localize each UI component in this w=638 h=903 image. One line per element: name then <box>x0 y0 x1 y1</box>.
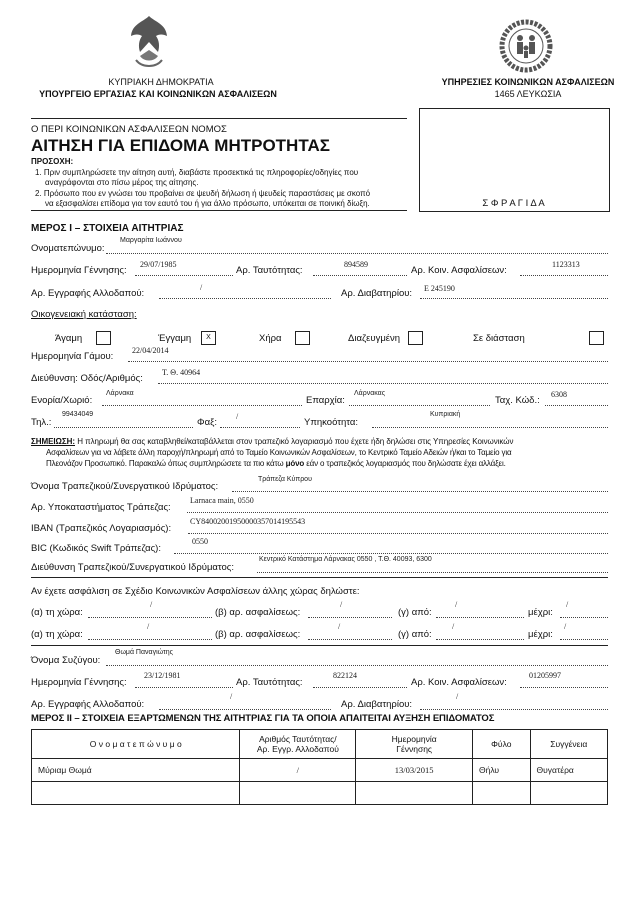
district-label: Επαρχία: <box>306 395 345 406</box>
col-header-id: Αριθμός Ταυτότητας/ Αρ. Εγγρ. Αλλοδαπού <box>240 730 356 759</box>
foreign-question: Αν έχετε ασφάλιση σε Σχέδιο Κοινωνικών Ασφαλίσεων άλλης χώρας δηλώστε: <box>31 586 360 597</box>
dependent-relation[interactable]: Θυγατέρα <box>530 759 607 782</box>
foreign-b-label-1: (β) αρ. ασφαλίσεως: <box>215 607 301 618</box>
table-row <box>32 759 608 782</box>
attention-item-2: 2. Πρόσωπο που εν γνώσει του προβαίνει σε ψευδή δήλωση ή ψευδείς παραστάσεις με σκοπό <box>35 189 371 198</box>
phone-label: Τηλ.: <box>31 417 52 428</box>
divorced-checkbox[interactable] <box>408 331 423 345</box>
attention-heading: ΠΡΟΣΟΧΗ: <box>31 157 74 166</box>
bank-address-value[interactable]: Κεντρικό Κατάστημα Λάρνακας 0550 , Τ.Θ. 40093, 6300 <box>259 556 432 563</box>
marital-option-single: Άγαμη <box>55 333 83 344</box>
dependent-id[interactable]: / <box>240 759 356 782</box>
attention-item-1-cont: αναγράφονται στο πίσω μέρος της αίτησης. <box>45 178 199 187</box>
name-value[interactable]: Μαργαρίτα Ιωάννου <box>120 237 182 244</box>
divider <box>31 577 608 578</box>
note-line-1: ΣΗΜΕΙΩΣΗ: Η πληρωμή θα σας καταβληθεί/καταβάλλεται στον τραπεζικό λογαριασμό που έχετε ήδη δηλώσει στις Υπηρεσίες Κοινωνικών <box>31 437 514 446</box>
table-header-row <box>32 730 608 759</box>
id-label: Αρ. Ταυτότητας: <box>236 265 303 276</box>
phone-value[interactable]: 99434049 <box>62 411 94 418</box>
district-value[interactable]: Λάρνακας <box>354 390 386 397</box>
dependent-dob[interactable]: 13/03/2015 <box>356 759 473 782</box>
foreign-until-label-1: μέχρι: <box>528 607 553 618</box>
spouse-ssn-label: Αρ. Κοιν. Ασφαλίσεων: <box>411 677 507 688</box>
col-header-name: Ο ν ο μ α τ ε π ώ ν υ μ ο <box>32 730 240 759</box>
spouse-passport-value[interactable]: / <box>456 692 459 701</box>
alien-value[interactable]: / <box>200 283 203 292</box>
cyprus-coat-of-arms-icon <box>126 12 172 70</box>
dependents-table <box>31 729 608 805</box>
foreign-c-label-2: (γ) από: <box>398 629 432 640</box>
bank-branch-value[interactable]: Larnaca main, 0550 <box>190 496 254 505</box>
ssn-label: Αρ. Κοιν. Ασφαλίσεων: <box>411 265 507 276</box>
foreign-a-label-2: (α) τη χώρα: <box>31 629 83 640</box>
foreign-c-label-1: (γ) από: <box>398 607 432 618</box>
divider <box>31 645 608 646</box>
bank-branch-label: Αρ. Υποκαταστήματος Τράπεζας: <box>31 502 171 513</box>
header-ministry: ΥΠΟΥΡΓΕΙΟ ΕΡΓΑΣΙΑΣ ΚΑΙ ΚΟΙΝΩΝΙΚΩΝ ΑΣΦΑΛΙΣΕΩΝ <box>39 89 277 99</box>
bank-name-value[interactable]: Τράπεζα Κύπρου <box>258 476 312 483</box>
nationality-label: Υπηκοότητα: <box>304 417 359 428</box>
postcode-label: Ταχ. Κώδ.: <box>495 395 540 406</box>
col-header-relation: Συγγένεια <box>530 730 607 759</box>
spouse-dob-value[interactable]: 23/12/1981 <box>144 671 181 680</box>
marital-option-divorced: Διαζευγμένη <box>348 333 401 344</box>
marital-option-married: Έγγαμη <box>158 333 192 344</box>
street-value[interactable]: Τ. Θ. 40964 <box>162 368 201 377</box>
spouse-ssn-value[interactable]: 01205997 <box>529 671 561 680</box>
marital-label: Οικογενειακή κατάσταση: <box>31 309 137 320</box>
alien-label: Αρ. Εγγραφής Αλλοδαπού: <box>31 288 145 299</box>
attention-item-2-cont: να εξασφαλίσει επίδομα για τον εαυτό του ή για άλλο πρόσωπο, υπόκειται σε ποινική δίωξη. <box>45 199 370 208</box>
law-line: Ο ΠΕΡΙ ΚΟΙΝΩΝΙΚΩΝ ΑΣΦΑΛΙΣΕΩΝ ΝΟΜΟΣ <box>31 124 227 135</box>
id-value[interactable]: 894589 <box>344 260 368 269</box>
single-checkbox[interactable] <box>96 331 111 345</box>
wedding-value[interactable]: 22/04/2014 <box>132 346 169 355</box>
dob-label: Ημερομηνία Γέννησης: <box>31 265 127 276</box>
iban-label: IBAN (Τραπεζικός Λογαριασμός): <box>31 523 172 534</box>
fax-value[interactable]: / <box>236 412 239 421</box>
foreign-b-label-2: (β) αρ. ασφαλίσεως: <box>215 629 301 640</box>
passport-label: Αρ. Διαβατηρίου: <box>341 288 413 299</box>
spouse-passport-label: Αρ. Διαβατηρίου: <box>341 699 413 710</box>
bank-name-label: Όνομα Τραπεζικού/Συνεργατικού Ιδρύματος: <box>31 481 219 492</box>
divider <box>31 118 407 119</box>
dependent-sex[interactable]: Θήλυ <box>473 759 530 782</box>
spouse-alien-value[interactable]: / <box>230 692 233 701</box>
fax-label: Φαξ: <box>197 417 217 428</box>
bic-label: BIC (Κωδικός Swift Τράπεζας): <box>31 543 161 554</box>
spouse-dob-label: Ημερομηνία Γέννησης: <box>31 677 127 688</box>
separated-checkbox[interactable] <box>589 331 604 345</box>
ssn-value[interactable]: 1123313 <box>552 260 580 269</box>
col-header-dob: Ημερομηνία Γέννησης <box>356 730 473 759</box>
dependent-name[interactable]: Μύριαμ Θωμά <box>32 759 240 782</box>
widow-checkbox[interactable] <box>295 331 310 345</box>
attention-item-1: 1. Πριν συμπληρώσετε την αίτηση αυτή, διαβάστε προσεκτικά τις πληροφορίες/οδηγίες που <box>35 168 359 177</box>
part2-heading: ΜΕΡΟΣ ΙΙ – ΣΤΟΙΧΕΙΑ ΕΞΑΡΤΩΜΕΝΩΝ ΤΗΣ ΑΙΤΗΤΡΙΑΣ ΓΙΑ ΤΑ ΟΠΟΙΑ ΑΠΑΙΤΕΙΤΑΙ ΑΥΞΗΣΗ ΕΠΙΔΟΜΑΤΟΣ <box>31 713 495 724</box>
passport-value[interactable]: Ε 245190 <box>424 284 455 293</box>
name-label: Ονοματεπώνυμο: <box>31 243 105 254</box>
foreign-until-label-2: μέχρι: <box>528 629 553 640</box>
page-title: ΑΙΤΗΣΗ ΓΙΑ ΕΠΙΔΟΜΑ ΜΗΤΡΟΤΗΤΑΣ <box>31 136 330 155</box>
header-city: 1465 ΛΕΥΚΩΣΙΑ <box>494 89 562 99</box>
iban-value[interactable]: CY84002001950000357014195543 <box>190 517 306 526</box>
social-insurance-logo-icon <box>496 18 556 74</box>
bank-address-label: Διεύθυνση Τραπεζικού/Συνεργατικού Ιδρύματος: <box>31 562 235 573</box>
spouse-alien-label: Αρ. Εγγραφής Αλλοδαπού: <box>31 699 145 710</box>
postcode-value[interactable]: 6308 <box>551 390 567 399</box>
nationality-value[interactable]: Κυπριακή <box>430 411 461 418</box>
part1-heading: ΜΕΡΟΣ Ι – ΣΤΟΙΧΕΙΑ ΑΙΤΗΤΡΙΑΣ <box>31 223 184 234</box>
married-checkbox[interactable]: X <box>201 331 216 345</box>
spouse-name-value[interactable]: Θωμά Παναγιώτης <box>115 649 174 656</box>
spouse-id-value[interactable]: 822124 <box>333 671 357 680</box>
dob-value[interactable]: 29/07/1985 <box>140 260 177 269</box>
stamp-box <box>419 108 610 212</box>
note-line-3: Πλεονάζον Προσωπικό. Παρακαλώ όπως συμπληρώσετε τα πιο κάτω μόνο εάν ο τραπεζικός λογαριασμός που δηλώσατε έχει αλλάξει. <box>46 459 506 468</box>
marital-option-separated: Σε διάσταση <box>473 333 525 344</box>
header-service: ΥΠΗΡΕΣΙΕΣ ΚΟΙΝΩΝΙΚΩΝ ΑΣΦΑΛΙΣΕΩΝ <box>441 77 615 87</box>
spouse-id-label: Αρ. Ταυτότητας: <box>236 677 303 688</box>
header-country: ΚΥΠΡΙΑΚΗ ΔΗΜΟΚΡΑΤΙΑ <box>108 77 214 87</box>
note-label: ΣΗΜΕΙΩΣΗ: <box>31 437 76 446</box>
marital-option-widow: Χήρα <box>259 333 282 344</box>
wedding-label: Ημερομηνία Γάμου: <box>31 351 114 362</box>
bic-value[interactable]: 0550 <box>192 537 208 546</box>
spouse-name-label: Όνομα Συζύγου: <box>31 655 101 666</box>
col-header-sex: Φύλο <box>473 730 530 759</box>
town-value[interactable]: Λάρνακα <box>106 390 134 397</box>
stamp-label: Σ Φ Ρ Α Γ Ι Δ Α <box>482 198 545 209</box>
table-row <box>32 782 608 805</box>
note-line-2: Ασφαλίσεων για να λάβετε άλλη παροχή/πληρωμή από το Ταμείο Κοινωνικών Ασφαλίσεων, το Κεντρικό Ταμείο Αδειών ή/και το Ταμείο για <box>46 448 512 457</box>
foreign-a-label-1: (α) τη χώρα: <box>31 607 83 618</box>
street-label: Διεύθυνση: Οδός/Αριθμός: <box>31 373 143 384</box>
divider <box>31 210 407 211</box>
town-label: Ενορία/Χωριό: <box>31 395 93 406</box>
